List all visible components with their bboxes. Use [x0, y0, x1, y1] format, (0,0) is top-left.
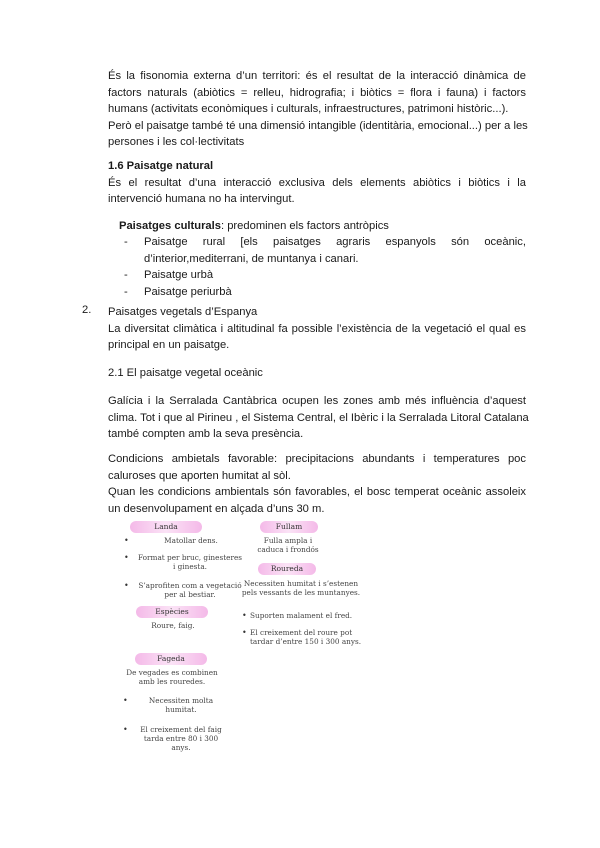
text-line: caluroses que aporten humitat al sòl.	[108, 469, 291, 482]
text-line: un desenvolupament en alçada d’uns 30 m.	[108, 502, 325, 515]
text-line: Galícia i la Serralada Cantàbrica ocupen les zones amb més influència d’aquest	[108, 395, 526, 407]
fageda-pill: Fageda	[135, 653, 207, 665]
text-line: Però el paisatge també té una dimensió intangible (identitària, emocional...) per a les	[108, 119, 528, 132]
text-line: també compten amb la seva presència.	[108, 428, 304, 440]
landa-item: Format per bruc, ginesteres i ginesta.	[137, 553, 243, 571]
roureda-item: El creixement del roure pot tardar d’entre 150 i 300 anys.	[250, 628, 362, 646]
roureda-pill: Roureda	[258, 563, 316, 575]
dash-marker: -	[124, 285, 128, 298]
list-item-line: d’interior,mediterrani, de muntanya i canari.	[144, 252, 359, 265]
bullet: •	[123, 725, 128, 734]
cultural-description: : predominen els factors antròpics	[220, 220, 389, 232]
text-line: persones i les col·lectivitats	[108, 136, 245, 148]
bullet: •	[123, 696, 128, 705]
text-line: humans (activitats econòmiques i culturals, infraestructures, patrimoni històric...).	[108, 103, 509, 115]
cultural-heading-line	[119, 218, 526, 235]
text-line: La diversitat climàtica i altitudinal fa possible l’existència de la vegetació el qual es	[108, 322, 526, 335]
fageda-text: De vegades es combinen amb les rouredes.	[126, 668, 218, 686]
section-1-6	[108, 158, 526, 208]
fageda-item: El creixement del faig tarda entre 80 i 300 anys.	[140, 725, 222, 752]
dash-marker: -	[124, 236, 128, 248]
section-title: Paisatges vegetals d’Espanya	[108, 306, 258, 318]
roureda-item: Suporten malament el fred.	[250, 611, 353, 620]
especies-pill: Espècies	[136, 606, 208, 618]
landa-item: Matollar dens.	[164, 536, 218, 545]
text-line: clima. Tot i que al Pirineu , el Sistema Central, el Ibèric i la Serralada Litoral Catalana	[108, 411, 529, 424]
list-item-line: Paisatge periurbà	[144, 285, 232, 298]
especies-text: Roure, faig.	[151, 621, 195, 630]
fageda-item: Necessiten molta humitat.	[148, 696, 214, 714]
section-2-1-paragraph-1	[108, 393, 529, 443]
list-item	[124, 284, 526, 301]
section-2-1-heading	[108, 365, 526, 382]
section-2	[108, 304, 526, 354]
dash-marker: -	[124, 269, 128, 281]
text-line: principal en un paisatge.	[108, 339, 230, 351]
list-item	[124, 267, 526, 284]
section-2-1-paragraph-2	[108, 451, 526, 517]
text-line: Condicions ambietals favorable: precipitacions abundants i temperatures poc	[108, 453, 526, 465]
list-item-line: Paisatge rural [els paisatges agraris espanyols són oceànic,	[144, 236, 526, 248]
bullet: •	[124, 581, 129, 590]
landa-pill: Landa	[130, 521, 202, 533]
list-item-line: Paisatge urbà	[144, 269, 214, 281]
landa-item: S’aprofiten com a vegetació per al bestiar.	[138, 581, 242, 599]
fullam-text: Fulla ampla i caduca i frondós	[257, 536, 319, 554]
section-heading: 1.6 Paisatge natural	[108, 160, 214, 172]
text-line: factors naturals (abiòtics = relleu, hidrografia; i biòtics = flora i fauna) i factors	[108, 86, 526, 99]
bullet: •	[124, 536, 129, 545]
text-line: És el resultat d’una interacció exclusiva dels elements abiòtics i biòtics i la	[108, 176, 526, 189]
bullet: •	[242, 611, 247, 620]
section-number: 2.	[82, 304, 92, 316]
text-line: Quan les condicions ambientals són favorables, el bosc temperat oceànic assoleix	[108, 486, 526, 498]
fullam-pill: Fullam	[260, 521, 318, 533]
bullet: •	[124, 553, 129, 562]
roureda-text: Necessiten humitat i s’estenen pels vessants de les muntanyes.	[241, 579, 361, 597]
bullet: •	[242, 628, 247, 637]
section-heading: 2.1 El paisatge vegetal oceànic	[108, 367, 263, 379]
text-line: intervenció humana no ha intervingut.	[108, 193, 295, 205]
text-line: És la fisonomia externa d’un territori: és el resultat de la interacció dinàmica de	[108, 70, 526, 82]
intro-paragraph	[108, 68, 526, 151]
cultural-list	[124, 234, 526, 300]
list-item	[124, 234, 526, 267]
vegetation-figure	[108, 515, 408, 760]
cultural-label: Paisatges culturals	[119, 220, 221, 232]
